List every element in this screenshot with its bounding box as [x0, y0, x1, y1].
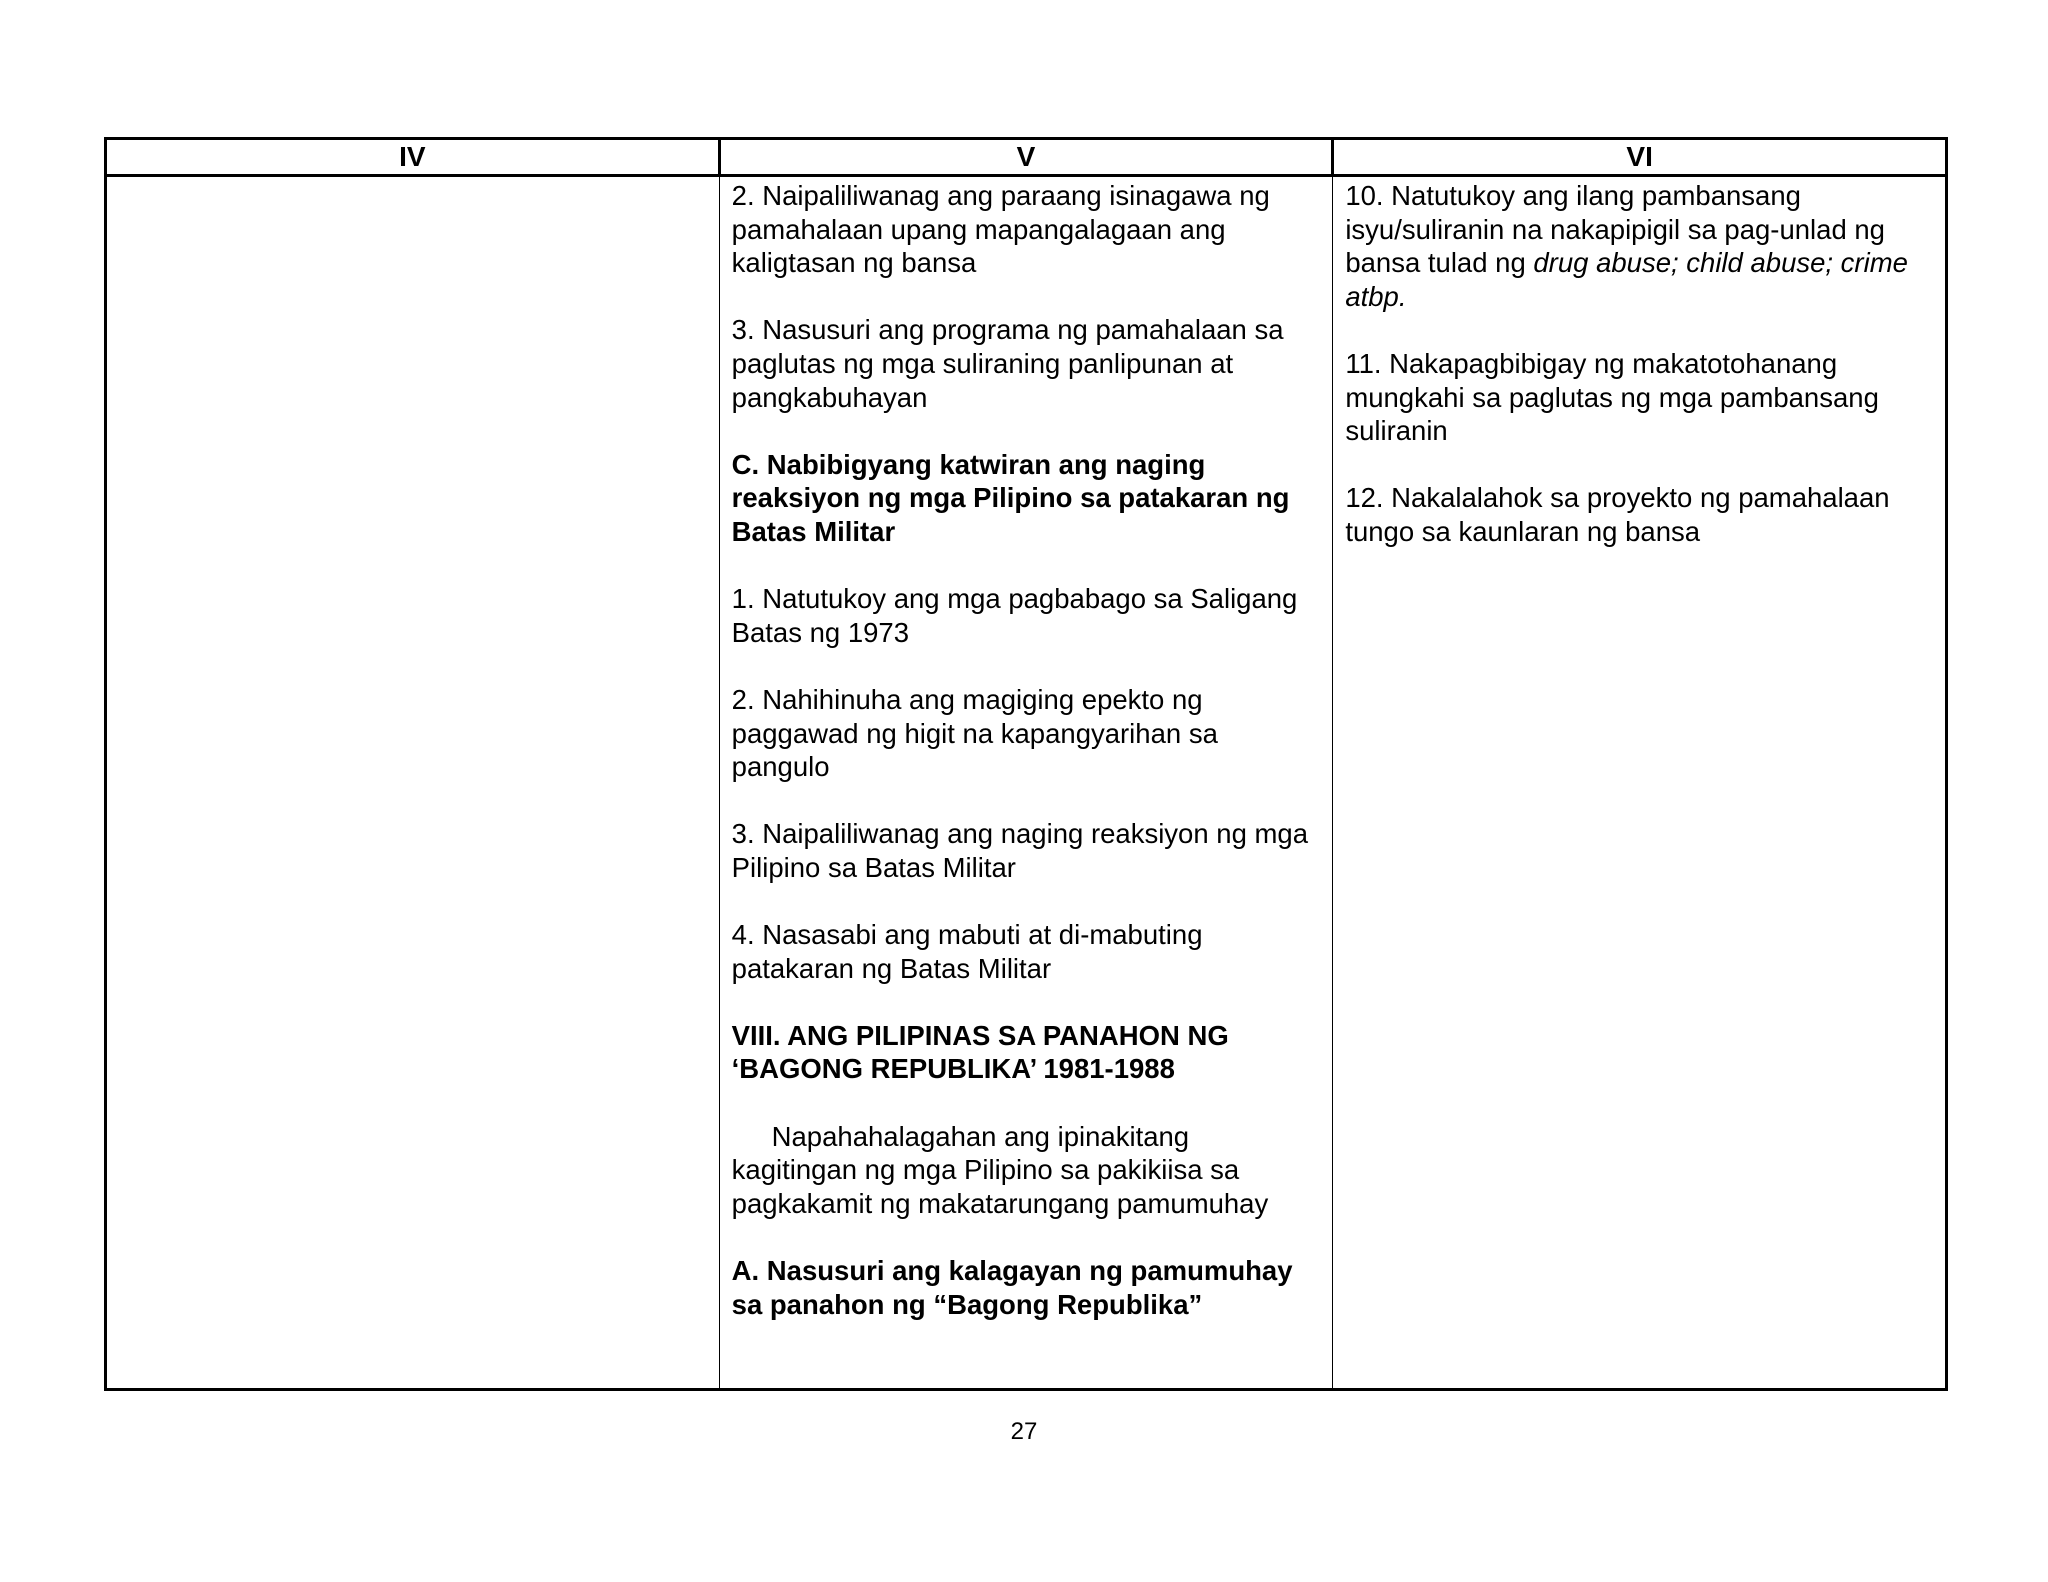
- item-10-italic-examples: drug abuse; child abuse; crime atbp.: [1345, 247, 1908, 312]
- competency-item-10: [1345, 179, 1933, 313]
- table-row: [106, 176, 1947, 1390]
- competency-c-4: 4. Nasasabi ang mabuti at di-mabuting patakaran ng Batas Militar: [731, 919, 1203, 984]
- competency-item-12: 12. Nakalalahok sa proyekto ng pamahalaan tungo sa kaunlaran ng bansa: [1345, 482, 1890, 547]
- section-viii-intro: Napahahalagahan ang ipinakitang kagitingan ng mga Pilipino sa pakikiisa sa pagkakamit ng makatarungang pamumuhay: [731, 1120, 1269, 1219]
- section-heading-a: A. Nasusuri ang kalagayan ng pamumuhay sa panahon ng “Bagong Republika”: [731, 1255, 1293, 1320]
- competency-c-3: 3. Naipaliliwanag ang naging reaksiyon ng mga Pilipino sa Batas Militar: [731, 818, 1309, 883]
- competency-c-2: 2. Nahihinuha ang magiging epekto ng paggawad ng higit na kapangyarihan sa pangulo: [731, 683, 1218, 783]
- curriculum-table: [104, 137, 1948, 1391]
- column-header-vi: VI: [1333, 139, 1947, 176]
- column-header-v: V: [719, 139, 1333, 176]
- competency-item-11: 11. Nakapagbibigay ng makatotohanang mungkahi sa paglutas ng mga pambansang suliranin: [1345, 347, 1879, 447]
- column-header-iv: IV: [106, 139, 720, 176]
- table-header-row: [106, 139, 1947, 176]
- column-iv-cell: [106, 176, 720, 1390]
- page-number: 27: [1010, 1418, 1038, 1445]
- section-heading-c: C. Nabibigyang katwiran ang naging reaksiyon ng mga Pilipino sa patakaran ng Batas Militar: [731, 448, 1290, 547]
- competency-item-3: 3. Nasusuri ang programa ng pamahalaan sa paglutas ng mga suliraning panlipunan at pangkabuhayan: [731, 314, 1284, 413]
- competency-c-1: 1. Natutukoy ang mga pagbabago sa Saligang Batas ng 1973: [731, 583, 1298, 648]
- column-vi-cell: [1333, 176, 1947, 1390]
- item-10-text: 10. Natutukoy ang ilang pambansang isyu/suliranin na nakapipigil sa pag-unlad ng bansa tulad ng: [1345, 180, 1885, 279]
- competency-item-2: 2. Naipaliliwanag ang paraang isinagawa ng pamahalaan upang mapangalagaan ang kaligtasan ng bansa: [731, 180, 1270, 279]
- section-heading-viii: VIII. ANG PILIPINAS SA PANAHON NG ‘BAGONG REPUBLIKA’ 1981-1988: [731, 1019, 1229, 1085]
- column-v-cell: [719, 176, 1333, 1390]
